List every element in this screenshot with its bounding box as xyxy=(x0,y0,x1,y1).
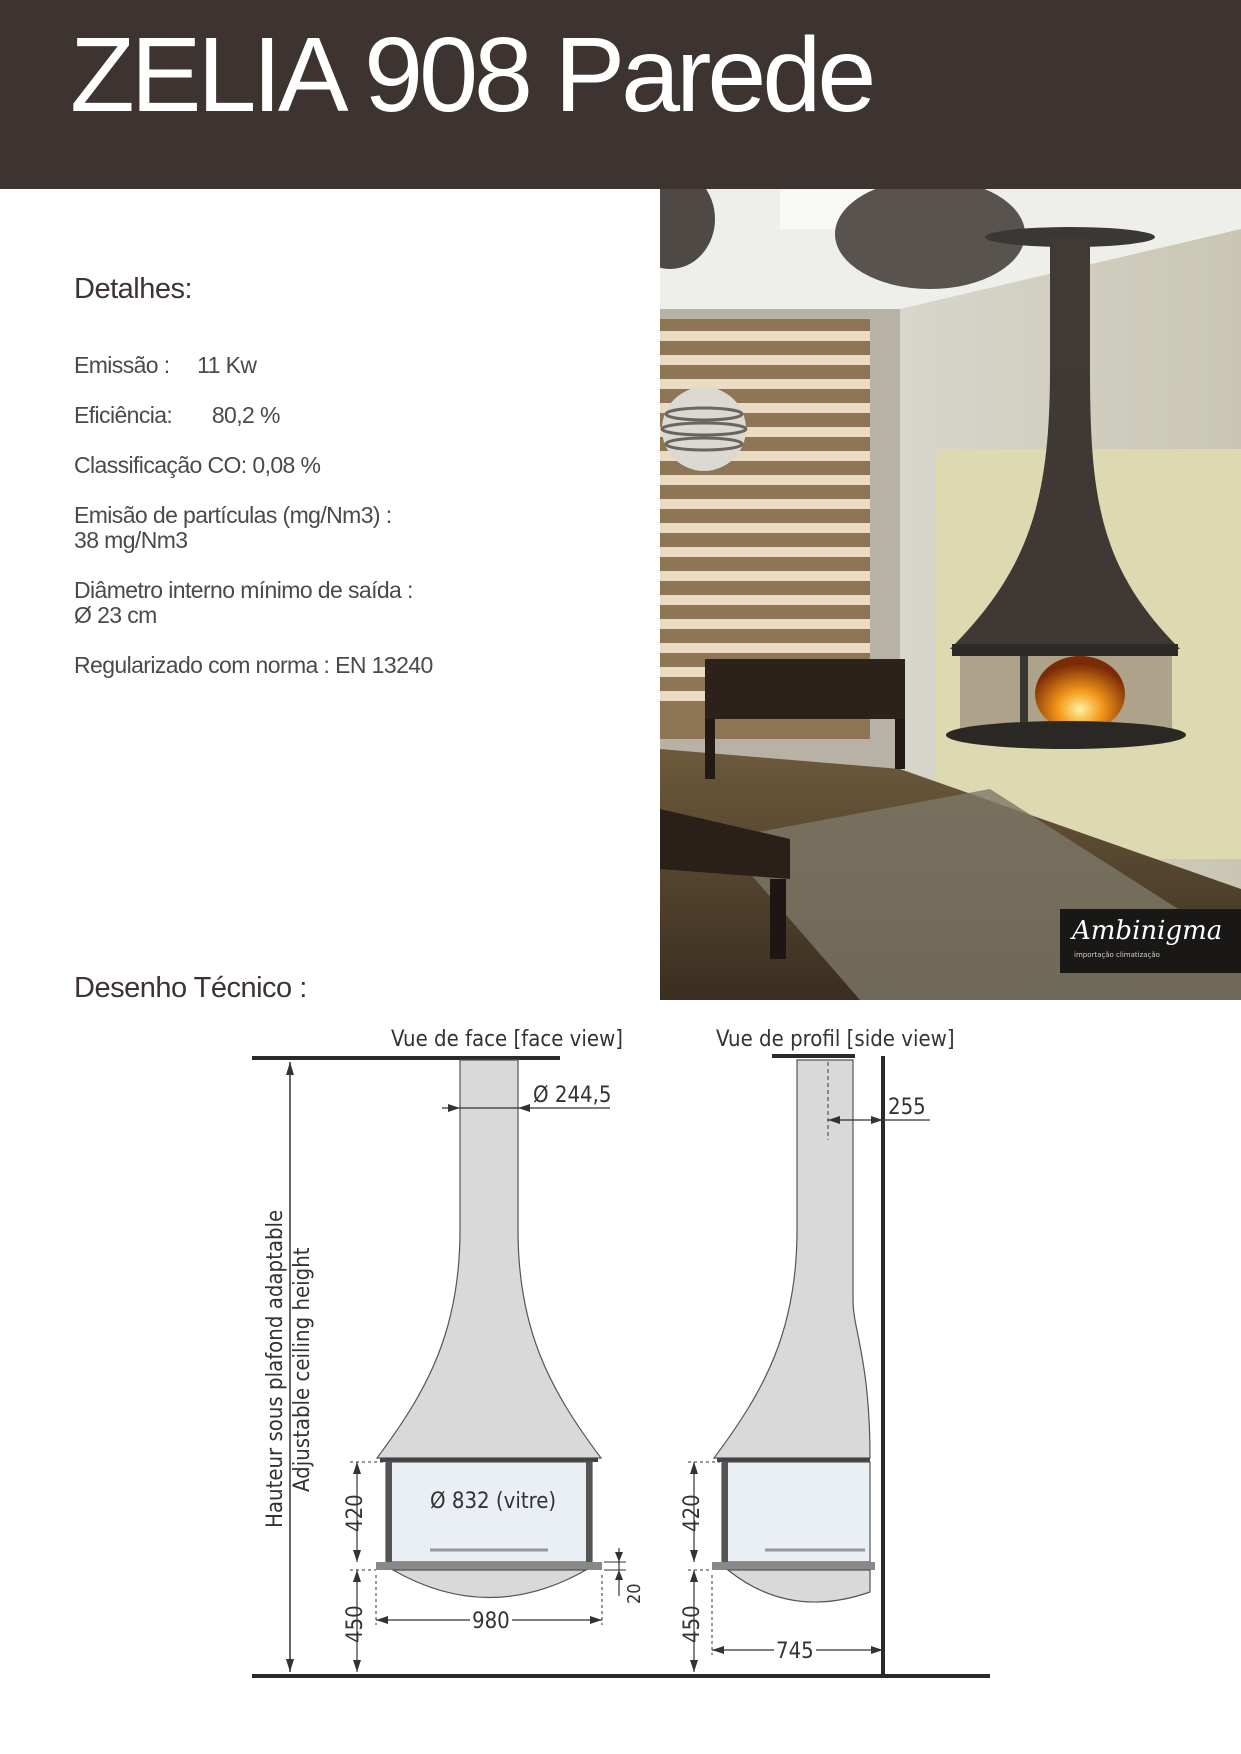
spec-particles-value: 38 mg/Nm3 xyxy=(74,527,188,553)
brand-logo: Ambinigma xyxy=(1072,916,1223,946)
technical-drawing xyxy=(0,1000,1241,1700)
spec-emission-value: 11 Kw xyxy=(197,352,257,378)
base-height-label: 450 xyxy=(343,1605,368,1643)
spec-co-label: Classificação CO: xyxy=(74,452,247,478)
width-label: 980 xyxy=(472,1609,510,1634)
face-view-title: Vue de face [face view] xyxy=(391,1027,623,1052)
face-view-stove xyxy=(376,1060,602,1598)
glass-height-label: 420 xyxy=(343,1494,368,1532)
spec-emission-label: Emissão : xyxy=(74,352,170,378)
spec-particles-label: Emisão de partículas (mg/Nm3) : xyxy=(74,502,392,528)
height-label-fr: Hauteur sous plafond adaptable xyxy=(263,1209,288,1528)
spec-emission xyxy=(74,353,256,378)
spec-particles xyxy=(74,503,392,553)
spec-diameter-label: Diâmetro interno mínimo de saída : xyxy=(74,577,413,603)
spec-diameter-value: Ø 23 cm xyxy=(74,602,157,628)
side-glass-height-label: 420 xyxy=(680,1494,705,1532)
spec-efficiency-label: Eficiência: xyxy=(74,402,173,428)
spec-efficiency-value: 80,2 % xyxy=(211,402,280,428)
spec-efficiency xyxy=(74,403,280,428)
spec-norm xyxy=(74,653,433,678)
spec-norm-value: EN 13240 xyxy=(335,652,433,678)
spec-co xyxy=(74,453,320,478)
side-view-stove xyxy=(712,1060,875,1602)
page-title: ZELIA 908 Parede xyxy=(70,16,873,134)
details-heading: Detalhes: xyxy=(74,273,193,305)
brand-logo-subtitle: importação climatização xyxy=(1074,951,1160,959)
height-label-en: Adjustable ceiling height xyxy=(290,1247,315,1492)
fireplace-photo xyxy=(660,189,1241,1000)
base-thickness-label: 20 xyxy=(624,1583,645,1604)
flue-diameter-label: Ø 244,5 xyxy=(533,1083,612,1108)
spec-co-value: 0,08 % xyxy=(252,452,321,478)
title-banner xyxy=(0,0,1241,189)
spec-norm-label: Regularizado com norma : xyxy=(74,652,330,678)
wall-offset-label: 255 xyxy=(888,1095,926,1120)
side-depth-label: 745 xyxy=(776,1639,814,1664)
drawing-heading: Desenho Técnico : xyxy=(74,972,307,1004)
side-view-title: Vue de profil [side view] xyxy=(716,1027,955,1052)
side-base-height-label: 450 xyxy=(680,1605,705,1643)
spec-diameter xyxy=(74,578,413,628)
glass-diameter-label: Ø 832 (vitre) xyxy=(430,1489,557,1514)
